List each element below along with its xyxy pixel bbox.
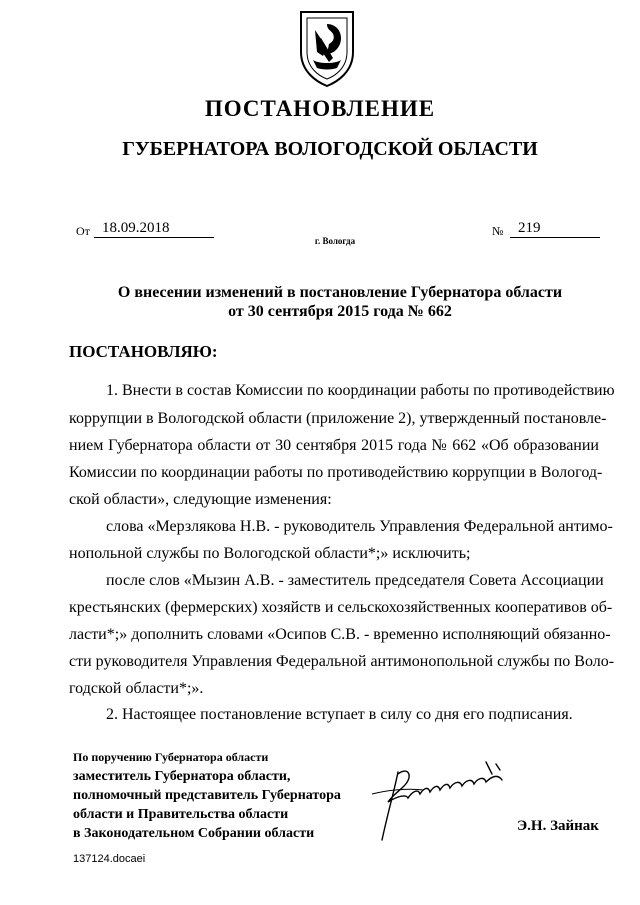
document-title: ПОСТАНОВЛЕНИЕ [204,96,436,121]
date-label: От [76,224,90,238]
signatory-line: По поручению Губернатора области [73,750,269,764]
body-line: Комиссии по координации работы по противодействию коррупции в Вологод- [69,464,603,481]
coat-of-arms-emblem [297,8,357,88]
body-line: сти руководителя Управления Федеральной антимонопольной службы по Воло- [69,653,615,670]
signatory-line: полномочный представитель Губернатора [73,788,341,803]
body-line: 1. Внести в состав Комиссии по координации работы по противодействию [106,382,615,399]
handwritten-signature [368,752,513,842]
number-label: № [492,224,504,238]
body-line: коррупции в Вологодской области (приложение 2), утвержденный постановле- [69,410,607,427]
signatory-line: области и Правительства области [73,807,289,822]
body-line: слова «Мерзлякова Н.В. - руководитель Управления Федеральной антимо- [106,518,613,535]
document-number: 219 [510,220,600,238]
signatory-name: Э.Н. Зайнак [517,818,599,834]
signatory-line: в Законодательном Собрании области [73,826,315,841]
subject-line: О внесении изменений в постановление Губернатора области [117,284,563,301]
document-subject [100,283,580,321]
body-line: после слов «Мызин А.В. - заместитель председателя Совета Ассоциации [106,572,604,589]
document-subtitle: ГУБЕРНАТОРА ВОЛОГОДСКОЙ ОБЛАСТИ [122,138,538,160]
body-line: нием Губернатора области от 30 сентября 2015 года № 662 «Об образовании [69,437,599,454]
document-date: 18.09.2018 [94,220,214,238]
city-label: г. Вологда [314,236,356,246]
body-line: крестьянских (фермерских) хозяйств и сельскохозяйственных кооперативов об- [69,599,613,616]
body-line: ской области», следующие изменения: [69,491,332,508]
subject-line: от 30 сентября 2015 года № 662 [228,303,452,320]
body-line: ласти*;» дополнить словами «Осипов С.В. - временно исполняющий обязанно- [69,626,611,643]
decree-heading: ПОСТАНОВЛЯЮ: [69,342,218,361]
body-line: нопольной службы по Вологодской области*;» исключить; [69,545,471,562]
body-line: 2. Настоящее постановление вступает в силу со дня его подписания. [106,706,573,723]
body-line: годской области*;». [69,680,204,697]
signatory-line: заместитель Губернатора области, [73,769,291,784]
signatory-title [73,748,341,843]
file-reference: 137124.docaei [73,853,146,865]
